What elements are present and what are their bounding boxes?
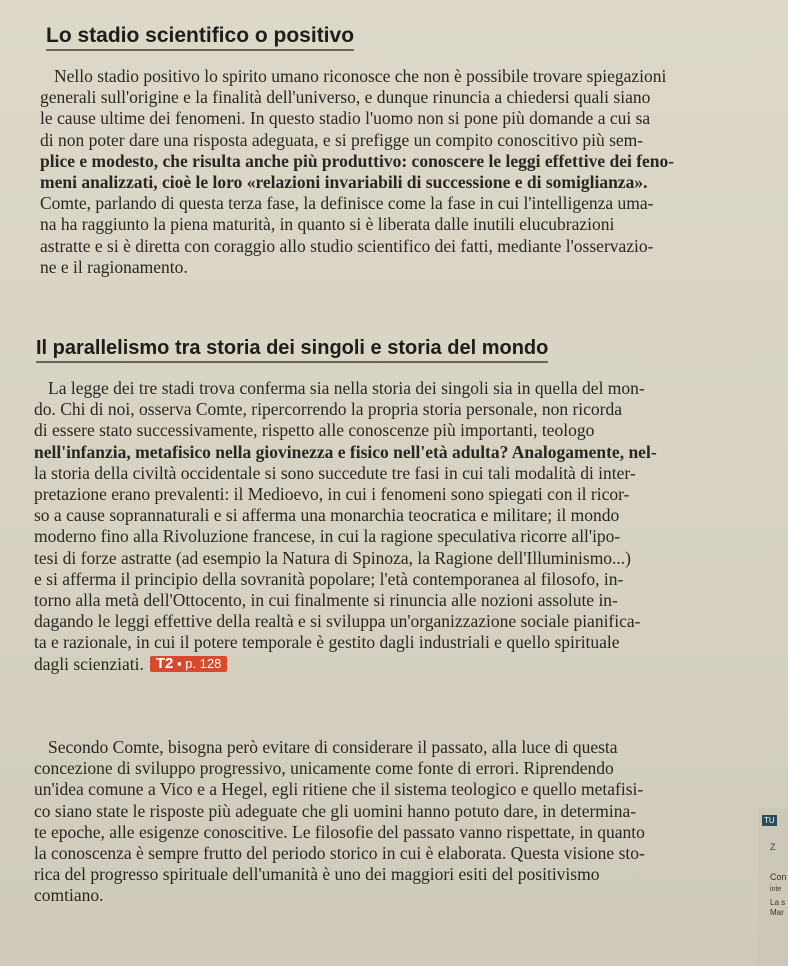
text-line: ne e il ragionamento. <box>40 256 188 277</box>
text-line: nell'infanzia, metafisico nella giovinezza e fisico nell'età adulta? Analogamente, nel- <box>34 441 657 462</box>
text-line: concezione di sviluppo progressivo, unicamente come fonte di errori. Riprendendo <box>34 758 614 779</box>
text-line: generali sull'origine e la finalità dell'universo, e dunque rinuncia a chiedersi quali siano <box>40 87 651 108</box>
text-line: rica del progresso spirituale dell'umanità è uno dei maggiori esiti del positivismo <box>34 864 600 885</box>
sidebar-tag: TU <box>764 816 775 825</box>
text-line: un'idea comune a Vico e a Hegel, egli ritiene che il sistema teologico e quello metafisi- <box>34 779 644 800</box>
sidebar-label: inte <box>770 886 782 893</box>
section-heading-parallelism: Il parallelismo tra storia dei singoli e storia del mondo <box>36 337 548 363</box>
sidebar-label: Z <box>770 842 776 852</box>
text-line: la conoscenza è sempre frutto del periodo storico in cui è elaborata. Questa visione sto- <box>34 843 645 864</box>
text-line: la storia della civiltà occidentale si sono succedute tre fasi in cui tali modalità di inter- <box>34 462 636 483</box>
text-line: do. Chi di noi, osserva Comte, ripercorrendo la propria storia personale, non ricorda <box>34 399 623 420</box>
text-line: di essere stato successivamente, rispetto alle conoscenze più importanti, teologo <box>34 420 595 441</box>
text-line: e si afferma il principio della sovranità popolare; l'età contemporanea al filosofo, in- <box>34 568 624 589</box>
ref-code: T2 <box>155 654 174 672</box>
text-line: so a cause soprannaturali e si afferma una monarchia teocratica e militare; il mondo <box>34 505 620 526</box>
text-line: na ha raggiunto la piena maturità, in quanto si è liberata dalle inutili elucubrazioni <box>40 214 615 235</box>
paragraph-positive-stage <box>40 66 768 278</box>
text-line: torno alla metà dell'Ottocento, in cui finalmente si rinuncia alle nozioni assolute in- <box>34 590 618 611</box>
text-line: moderno fino alla Rivoluzione francese, in cui la ragione speculativa ricorre all'ipo- <box>34 526 621 547</box>
text-line: ta e razionale, in cui il potere temporale è gestito dagli industriali e quello spirituale <box>34 632 620 653</box>
text-line: te epoche, alle esigenze conoscitive. Le filosofie del passato vanno rispettate, in quanto <box>34 821 645 842</box>
text-line: astratte e si è diretta con coraggio allo studio scientifico dei fatti, mediante l'osservazio- <box>40 235 654 256</box>
text-line: pretazione erano prevalenti: il Medioevo, in cui i fenomeni sono spiegati con il ricor- <box>34 484 630 505</box>
text-line: plice e modesto, che risulta anche più produttivo: conoscere le leggi effettive dei feno- <box>40 150 675 171</box>
paragraph-parallelism <box>34 378 770 675</box>
sidebar-label: Mar <box>770 908 784 917</box>
text-line: comtiano. <box>34 885 104 906</box>
text-line: di non poter dare una risposta adeguata, e si prefigge un compito conoscitivo più sem- <box>40 129 644 150</box>
text-line: le cause ultime dei fenomeni. In questo stadio l'uomo non si pone più domande a cui sa <box>40 108 651 129</box>
sidebar-label: Con <box>770 872 787 882</box>
paragraph-past-philosophies <box>34 737 738 907</box>
text-line: dagando le leggi effettive della realtà e si sviluppa un'organizzazione sociale pianifica- <box>34 611 641 632</box>
text-line: tesi di forze astratte (ad esempio la Natura di Spinoza, la Ragione dell'Illuminismo...) <box>34 547 632 568</box>
text-line: co siano state le risposte più adeguate che gli uomini hanno potuto dare, in determina- <box>34 800 637 821</box>
section-heading-positive-stage: Lo stadio scientifico o positivo <box>46 24 354 51</box>
text-reference-badge[interactable]: T2 ▪ p. 128 <box>150 656 228 672</box>
sidebar-label: La s <box>770 898 786 907</box>
text-line: Comte, parlando di questa terza fase, la definisce come la fase in cui l'intelligenza uma- <box>40 193 654 214</box>
text-line: La legge dei tre stadi trova conferma sia nella storia dei singoli sia in quella del mon- <box>48 378 645 398</box>
text-line: meni analizzati, cioè le loro «relazioni invariabili di successione e di somiglianza». <box>40 172 648 193</box>
text-line: Secondo Comte, bisogna però evitare di considerare il passato, alla luce di questa <box>48 737 618 757</box>
text-line-last <box>34 654 770 675</box>
text-line: dagli scienziati. <box>34 653 144 674</box>
ref-page: p. 128 <box>185 655 222 671</box>
text-line: Nello stadio positivo lo spirito umano riconosce che non è possibile trovare spiegazioni <box>54 66 667 86</box>
